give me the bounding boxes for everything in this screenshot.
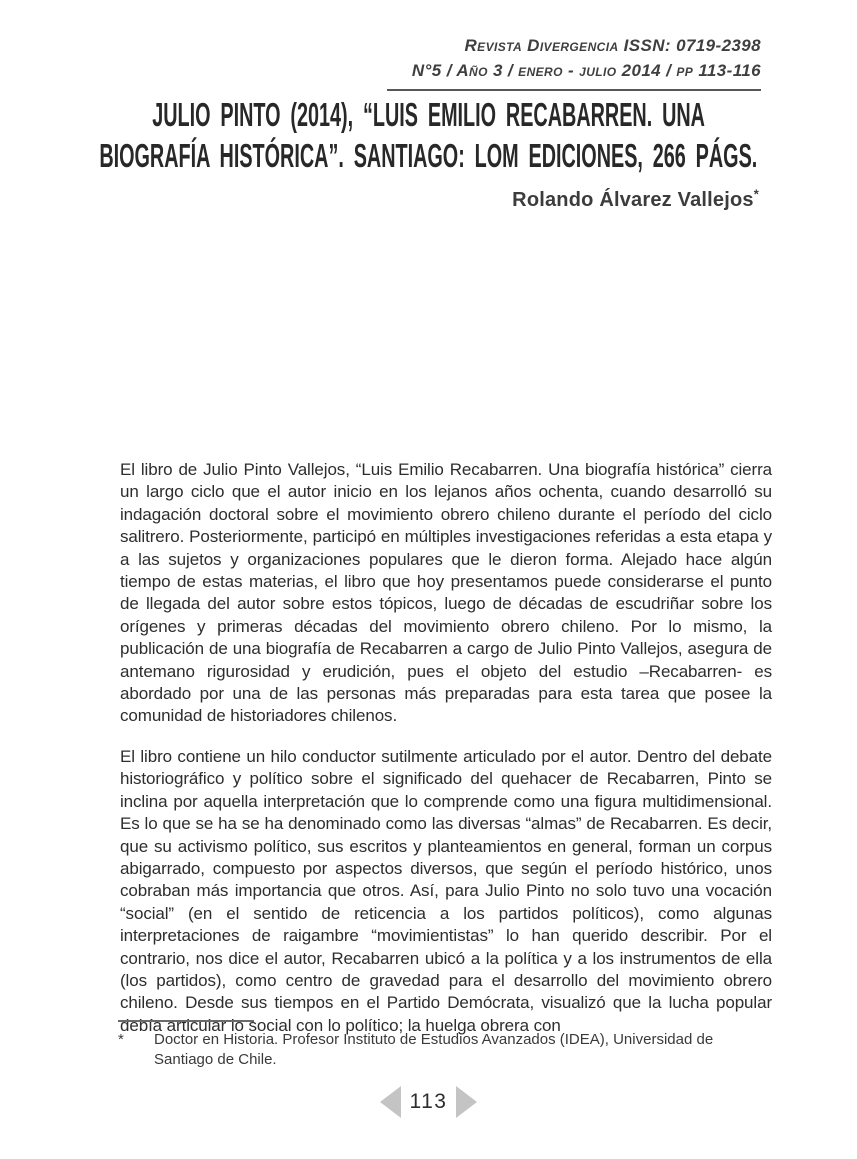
footnote-block <box>118 1020 776 1070</box>
page-number: 113 <box>409 1090 448 1113</box>
author-name: Rolando Álvarez Vallejos <box>512 189 754 211</box>
journal-issn-line: Revista Divergencia ISSN: 0719-2398 <box>464 36 761 55</box>
footnote-divider <box>118 1020 254 1022</box>
author-line <box>512 186 759 212</box>
journal-header <box>387 33 761 91</box>
body-paragraph: El libro de Julio Pinto Vallejos, “Luis Emilio Recabarren. Una biografía histórica” cierra un largo ciclo que el autor inicio en los lejanos años ochenta, cuando desarrolló su indagación doctoral sobre el movimiento obrero chileno durante el período del ciclo salitrero. Posteriormente, participó en múltiples investigaciones referidas a esta etapa y a las sujetos y organizaciones populares que le dieron forma. Alejado hace algún tiempo de estas materias, el libro que hoy presentamos puede considerarse el punto de llegada del autor sobre estos tópicos, luego de décadas de escudriñar sobre los orígenes y primeras décadas del movimiento obrero chileno. Por lo mismo, la publicación de una biografía de Recabarren a cargo de Julio Pinto Vallejos, asegura de antemano rigurosidad y erudición, pues el objeto del estudio –Recabarren- es abordado por una de las personas más preparadas para esta tarea que posee la comunidad de historiadores chilenos. <box>120 460 772 726</box>
review-title-row-1 <box>35 94 822 135</box>
review-title-row-2 <box>35 135 822 176</box>
review-title-line1: JULIO PINTO (2014), “LUIS EMILIO RECABARREN. UNA <box>152 96 705 133</box>
body-paragraph: El libro contiene un hilo conductor sutilmente articulado por el autor. Dentro del debate historiográfico y político sobre el significado del quehacer de Recabarren, Pinto se inclina por aquella interpretación que lo comprende como una figura multidimensional. Es lo que se ha se ha denominado como las diversas “almas” de Recabarren. Es decir, que su activismo político, sus escritos y planteamientos en general, forman un corpus abigarrado, compuesto por aspectos diversos, que según el período histórico, unos cobraban más importancia que otros. Así, para Julio Pinto no solo tuvo una vocación “social” (en el sentido de reticencia a los partidos políticos), como algunas interpretaciones de raigambre “movimientistas” lo han querido describir. Por el contrario, nos dice el autor, Recabarren ubicó a la política y a los instrumentos de ella (los partidos), como centro de gravedad para el desarrollo del movimiento obrero chileno. Desde sus tiempos en el Partido Demócrata, visualizó que la lucha popular debía articular lo social con lo político; la huelga obrera con <box>120 746 772 1035</box>
review-title-line2: BIOGRAFÍA HISTÓRICA”. SANTIAGO: LOM EDICIONES, 266 PÁGS. <box>99 137 758 174</box>
journal-issue-line: N°5 / Año 3 / enero - julio 2014 / pp 113-116 <box>411 61 761 80</box>
author-footnote-marker: * <box>753 186 759 202</box>
review-title <box>35 94 822 176</box>
previous-page-icon <box>380 1086 401 1118</box>
header-divider <box>387 89 761 91</box>
footnote-row <box>118 1030 776 1070</box>
article-body <box>120 459 772 1037</box>
footnote-marker: * <box>118 1031 124 1048</box>
next-page-icon <box>456 1086 477 1118</box>
footnote-text: Doctor en Historia. Profesor Instituto de Estudios Avanzados (IDEA), Universidad de Santiago de Chile. <box>154 1031 714 1068</box>
page-navigation <box>0 1086 857 1118</box>
